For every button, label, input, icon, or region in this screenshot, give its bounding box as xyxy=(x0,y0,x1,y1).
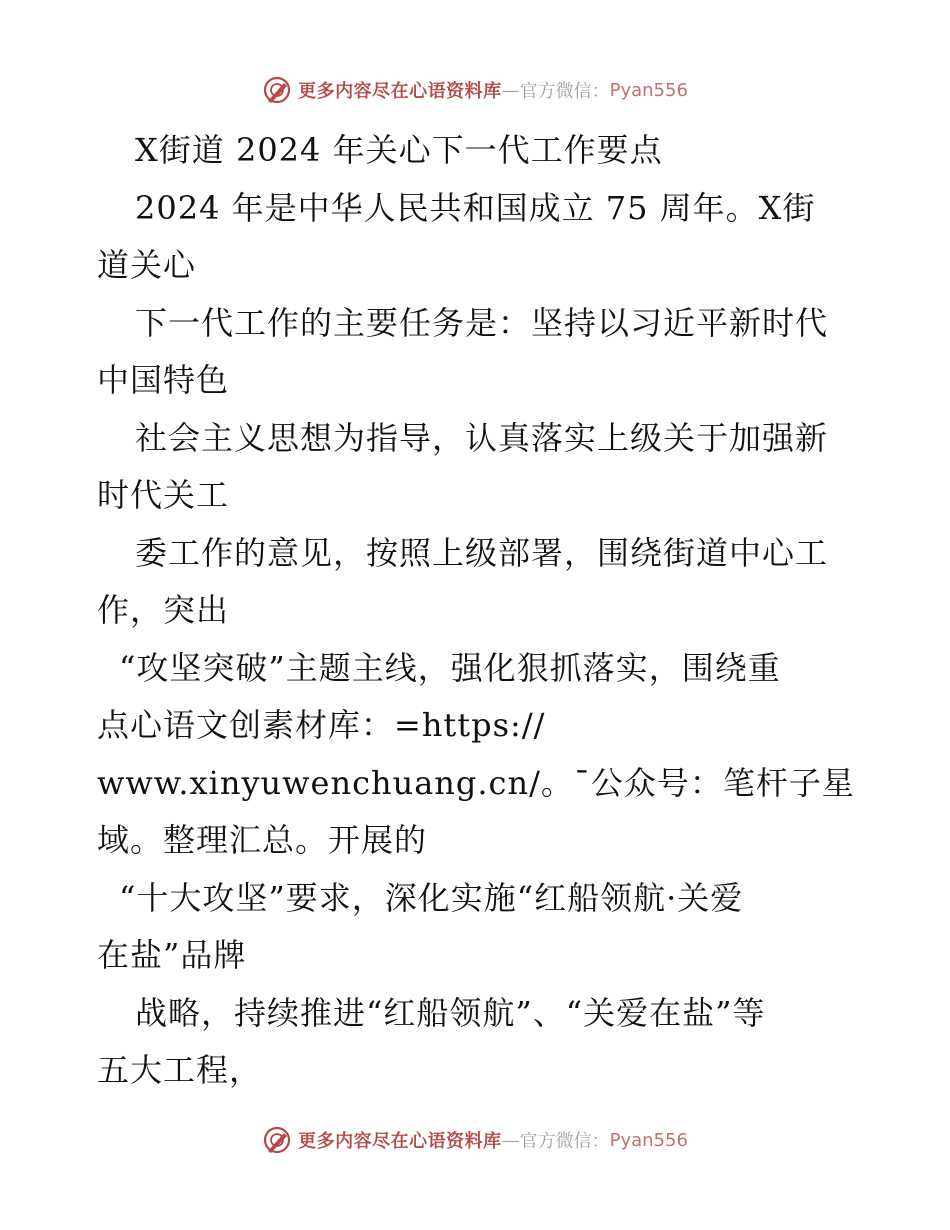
document-line: “十大攻坚”要求，深化实施“红船领航·关爱 xyxy=(119,878,744,917)
document-line: 时代关工 xyxy=(97,476,230,514)
document-line: www.xinyuwenchuang.cn/。¯公众号：笔杆子星 xyxy=(97,763,855,802)
document-line: 作，突出 xyxy=(97,591,230,629)
watermark-sub-text: 官方微信： xyxy=(519,81,610,102)
watermark-main-text: 更多内容尽在心语资料库 xyxy=(298,81,502,102)
document-line: 下一代工作的主要任务是：坚持以习近平新时代 xyxy=(135,303,829,342)
watermark-id: Pyan556 xyxy=(609,1129,688,1151)
watermark-footer xyxy=(0,1120,950,1160)
document-line: 五大工程， xyxy=(97,1051,263,1089)
watermark-sub-text: 官方微信： xyxy=(519,1131,610,1152)
watermark-main-text: 更多内容尽在心语资料库 xyxy=(298,1131,502,1152)
document-line: 中国特色 xyxy=(97,361,230,399)
pen-logo-icon xyxy=(262,1125,292,1155)
pen-logo-icon xyxy=(262,75,292,105)
watermark-id: Pyan556 xyxy=(609,79,688,101)
document-line: “攻坚突破”主题主线，强化狠抓落实，围绕重 xyxy=(119,648,781,687)
document-line: 2024 年是中华人民共和国成立 75 周年。X街 xyxy=(135,188,816,227)
document-body xyxy=(97,122,857,1100)
document-line: 战略，持续推进“红船领航”、“关爱在盐”等 xyxy=(135,993,766,1032)
document-line: 道关心 xyxy=(97,246,197,284)
document-line: 委工作的意见，按照上级部署，围绕街道中心工 xyxy=(135,533,829,572)
document-line: X街道 2024 年关心下一代工作要点 xyxy=(135,131,663,169)
watermark-dash: — xyxy=(501,79,520,101)
document-line: 域。整理汇总。开展的 xyxy=(97,821,428,859)
document-line: 点心语文创素材库：=https:// xyxy=(97,706,546,744)
watermark-header xyxy=(0,70,950,110)
document-line: 在盐”品牌 xyxy=(97,936,247,974)
watermark-dash: — xyxy=(501,1129,520,1151)
document-line: 社会主义思想为指导，认真落实上级关于加强新 xyxy=(135,418,829,457)
